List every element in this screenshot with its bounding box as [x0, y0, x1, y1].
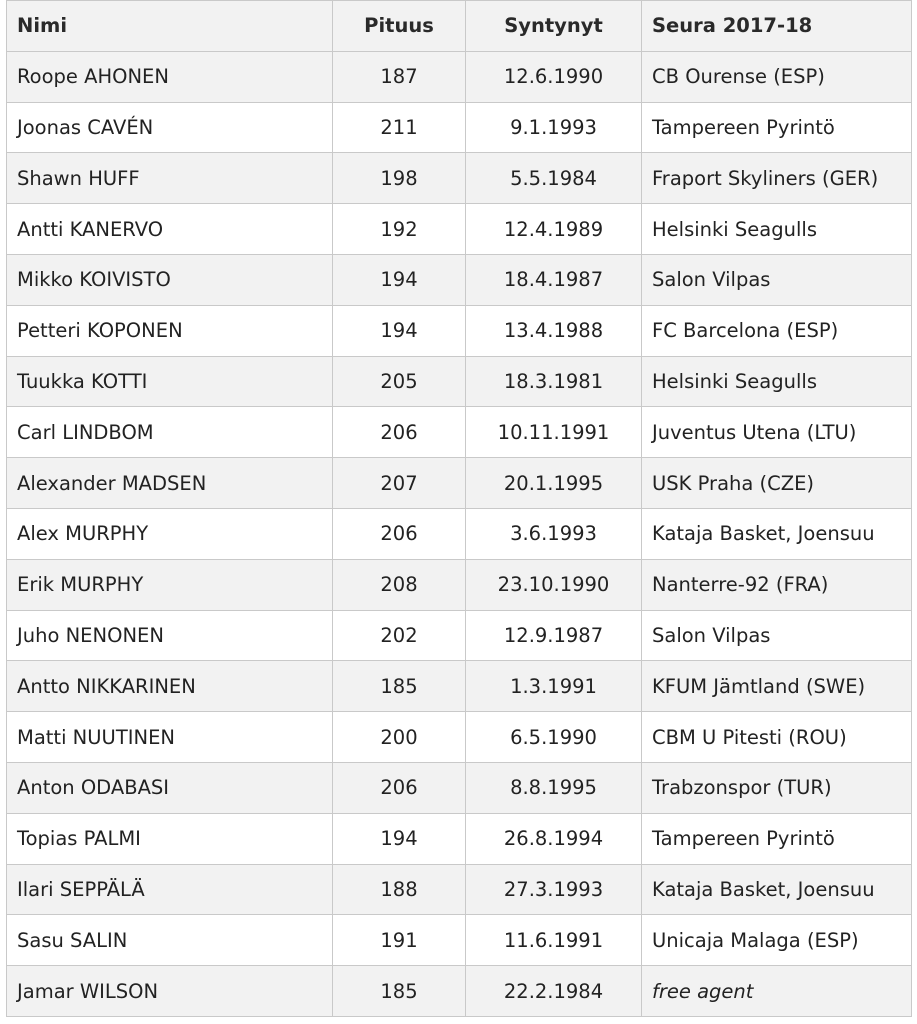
player-club-cell: Tampereen Pyrintö: [642, 102, 912, 153]
player-club-cell: Unicaja Malaga (ESP): [642, 915, 912, 966]
player-born-cell: 1.3.1991: [466, 661, 642, 712]
player-born-cell: 5.5.1984: [466, 153, 642, 204]
player-height-cell: 207: [333, 458, 466, 509]
player-height-cell: 185: [333, 661, 466, 712]
player-born-cell: 22.2.1984: [466, 966, 642, 1017]
header-row: [7, 1, 912, 52]
player-club-cell: Salon Vilpas: [642, 254, 912, 305]
player-born-cell: 12.6.1990: [466, 51, 642, 102]
player-club-cell: CBM U Pitesti (ROU): [642, 712, 912, 763]
player-height-cell: 188: [333, 864, 466, 915]
player-name-cell: Jamar WILSON: [7, 966, 333, 1017]
player-height-cell: 206: [333, 508, 466, 559]
player-name-cell: Juho NENONEN: [7, 610, 333, 661]
player-height-cell: 194: [333, 813, 466, 864]
player-name-cell: Alex MURPHY: [7, 508, 333, 559]
player-name-cell: Sasu SALIN: [7, 915, 333, 966]
table-body: [7, 51, 912, 1016]
table-row: [7, 102, 912, 153]
header-born: Syntynyt: [466, 1, 642, 52]
table-row: [7, 762, 912, 813]
player-club-cell: Nanterre-92 (FRA): [642, 559, 912, 610]
player-height-cell: 198: [333, 153, 466, 204]
player-club-cell: FC Barcelona (ESP): [642, 305, 912, 356]
player-height-cell: 187: [333, 51, 466, 102]
player-name-cell: Tuukka KOTTI: [7, 356, 333, 407]
player-club-cell: Trabzonspor (TUR): [642, 762, 912, 813]
player-name-cell: Matti NUUTINEN: [7, 712, 333, 763]
player-height-cell: 205: [333, 356, 466, 407]
player-born-cell: 18.3.1981: [466, 356, 642, 407]
table-header: [7, 1, 912, 52]
player-name-cell: Topias PALMI: [7, 813, 333, 864]
player-height-cell: 206: [333, 407, 466, 458]
player-born-cell: 11.6.1991: [466, 915, 642, 966]
player-born-cell: 3.6.1993: [466, 508, 642, 559]
player-name-cell: Petteri KOPONEN: [7, 305, 333, 356]
table-row: [7, 915, 912, 966]
player-born-cell: 6.5.1990: [466, 712, 642, 763]
player-born-cell: 9.1.1993: [466, 102, 642, 153]
player-club-cell: Helsinki Seagulls: [642, 204, 912, 255]
player-club-cell: Helsinki Seagulls: [642, 356, 912, 407]
table-row: [7, 153, 912, 204]
table-row: [7, 204, 912, 255]
player-name-cell: Shawn HUFF: [7, 153, 333, 204]
player-name-cell: Mikko KOIVISTO: [7, 254, 333, 305]
table-row: [7, 458, 912, 509]
player-name-cell: Roope AHONEN: [7, 51, 333, 102]
player-born-cell: 26.8.1994: [466, 813, 642, 864]
player-height-cell: 206: [333, 762, 466, 813]
player-born-cell: 8.8.1995: [466, 762, 642, 813]
table-row: [7, 712, 912, 763]
player-height-cell: 192: [333, 204, 466, 255]
player-born-cell: 23.10.1990: [466, 559, 642, 610]
player-club-cell: Salon Vilpas: [642, 610, 912, 661]
player-born-cell: 18.4.1987: [466, 254, 642, 305]
header-name: Nimi: [7, 1, 333, 52]
player-born-cell: 13.4.1988: [466, 305, 642, 356]
player-born-cell: 12.4.1989: [466, 204, 642, 255]
player-club-cell: KFUM Jämtland (SWE): [642, 661, 912, 712]
player-club-cell: Fraport Skyliners (GER): [642, 153, 912, 204]
player-born-cell: 27.3.1993: [466, 864, 642, 915]
table-row: [7, 305, 912, 356]
player-club-cell: Kataja Basket, Joensuu: [642, 864, 912, 915]
player-born-cell: 12.9.1987: [466, 610, 642, 661]
table-row: [7, 559, 912, 610]
player-name-cell: Erik MURPHY: [7, 559, 333, 610]
player-height-cell: 202: [333, 610, 466, 661]
table-row: [7, 966, 912, 1017]
player-name-cell: Anton ODABASI: [7, 762, 333, 813]
player-height-cell: 208: [333, 559, 466, 610]
player-club-cell: Kataja Basket, Joensuu: [642, 508, 912, 559]
player-name-cell: Antti KANERVO: [7, 204, 333, 255]
table-row: [7, 610, 912, 661]
table-row: [7, 254, 912, 305]
header-club: Seura 2017-18: [642, 1, 912, 52]
table-row: [7, 508, 912, 559]
table-row: [7, 51, 912, 102]
player-born-cell: 20.1.1995: [466, 458, 642, 509]
player-height-cell: 185: [333, 966, 466, 1017]
roster-table: [6, 0, 912, 1017]
table-row: [7, 661, 912, 712]
player-name-cell: Joonas CAVÉN: [7, 102, 333, 153]
player-club-cell: free agent: [642, 966, 912, 1017]
player-height-cell: 200: [333, 712, 466, 763]
player-club-cell: Juventus Utena (LTU): [642, 407, 912, 458]
table-row: [7, 813, 912, 864]
table-row: [7, 864, 912, 915]
player-height-cell: 194: [333, 305, 466, 356]
player-club-cell: CB Ourense (ESP): [642, 51, 912, 102]
player-name-cell: Carl LINDBOM: [7, 407, 333, 458]
player-name-cell: Ilari SEPPÄLÄ: [7, 864, 333, 915]
player-club-cell: Tampereen Pyrintö: [642, 813, 912, 864]
player-name-cell: Alexander MADSEN: [7, 458, 333, 509]
player-height-cell: 194: [333, 254, 466, 305]
table-row: [7, 407, 912, 458]
table-row: [7, 356, 912, 407]
player-born-cell: 10.11.1991: [466, 407, 642, 458]
player-height-cell: 211: [333, 102, 466, 153]
player-height-cell: 191: [333, 915, 466, 966]
player-club-cell: USK Praha (CZE): [642, 458, 912, 509]
player-name-cell: Antto NIKKARINEN: [7, 661, 333, 712]
header-height: Pituus: [333, 1, 466, 52]
